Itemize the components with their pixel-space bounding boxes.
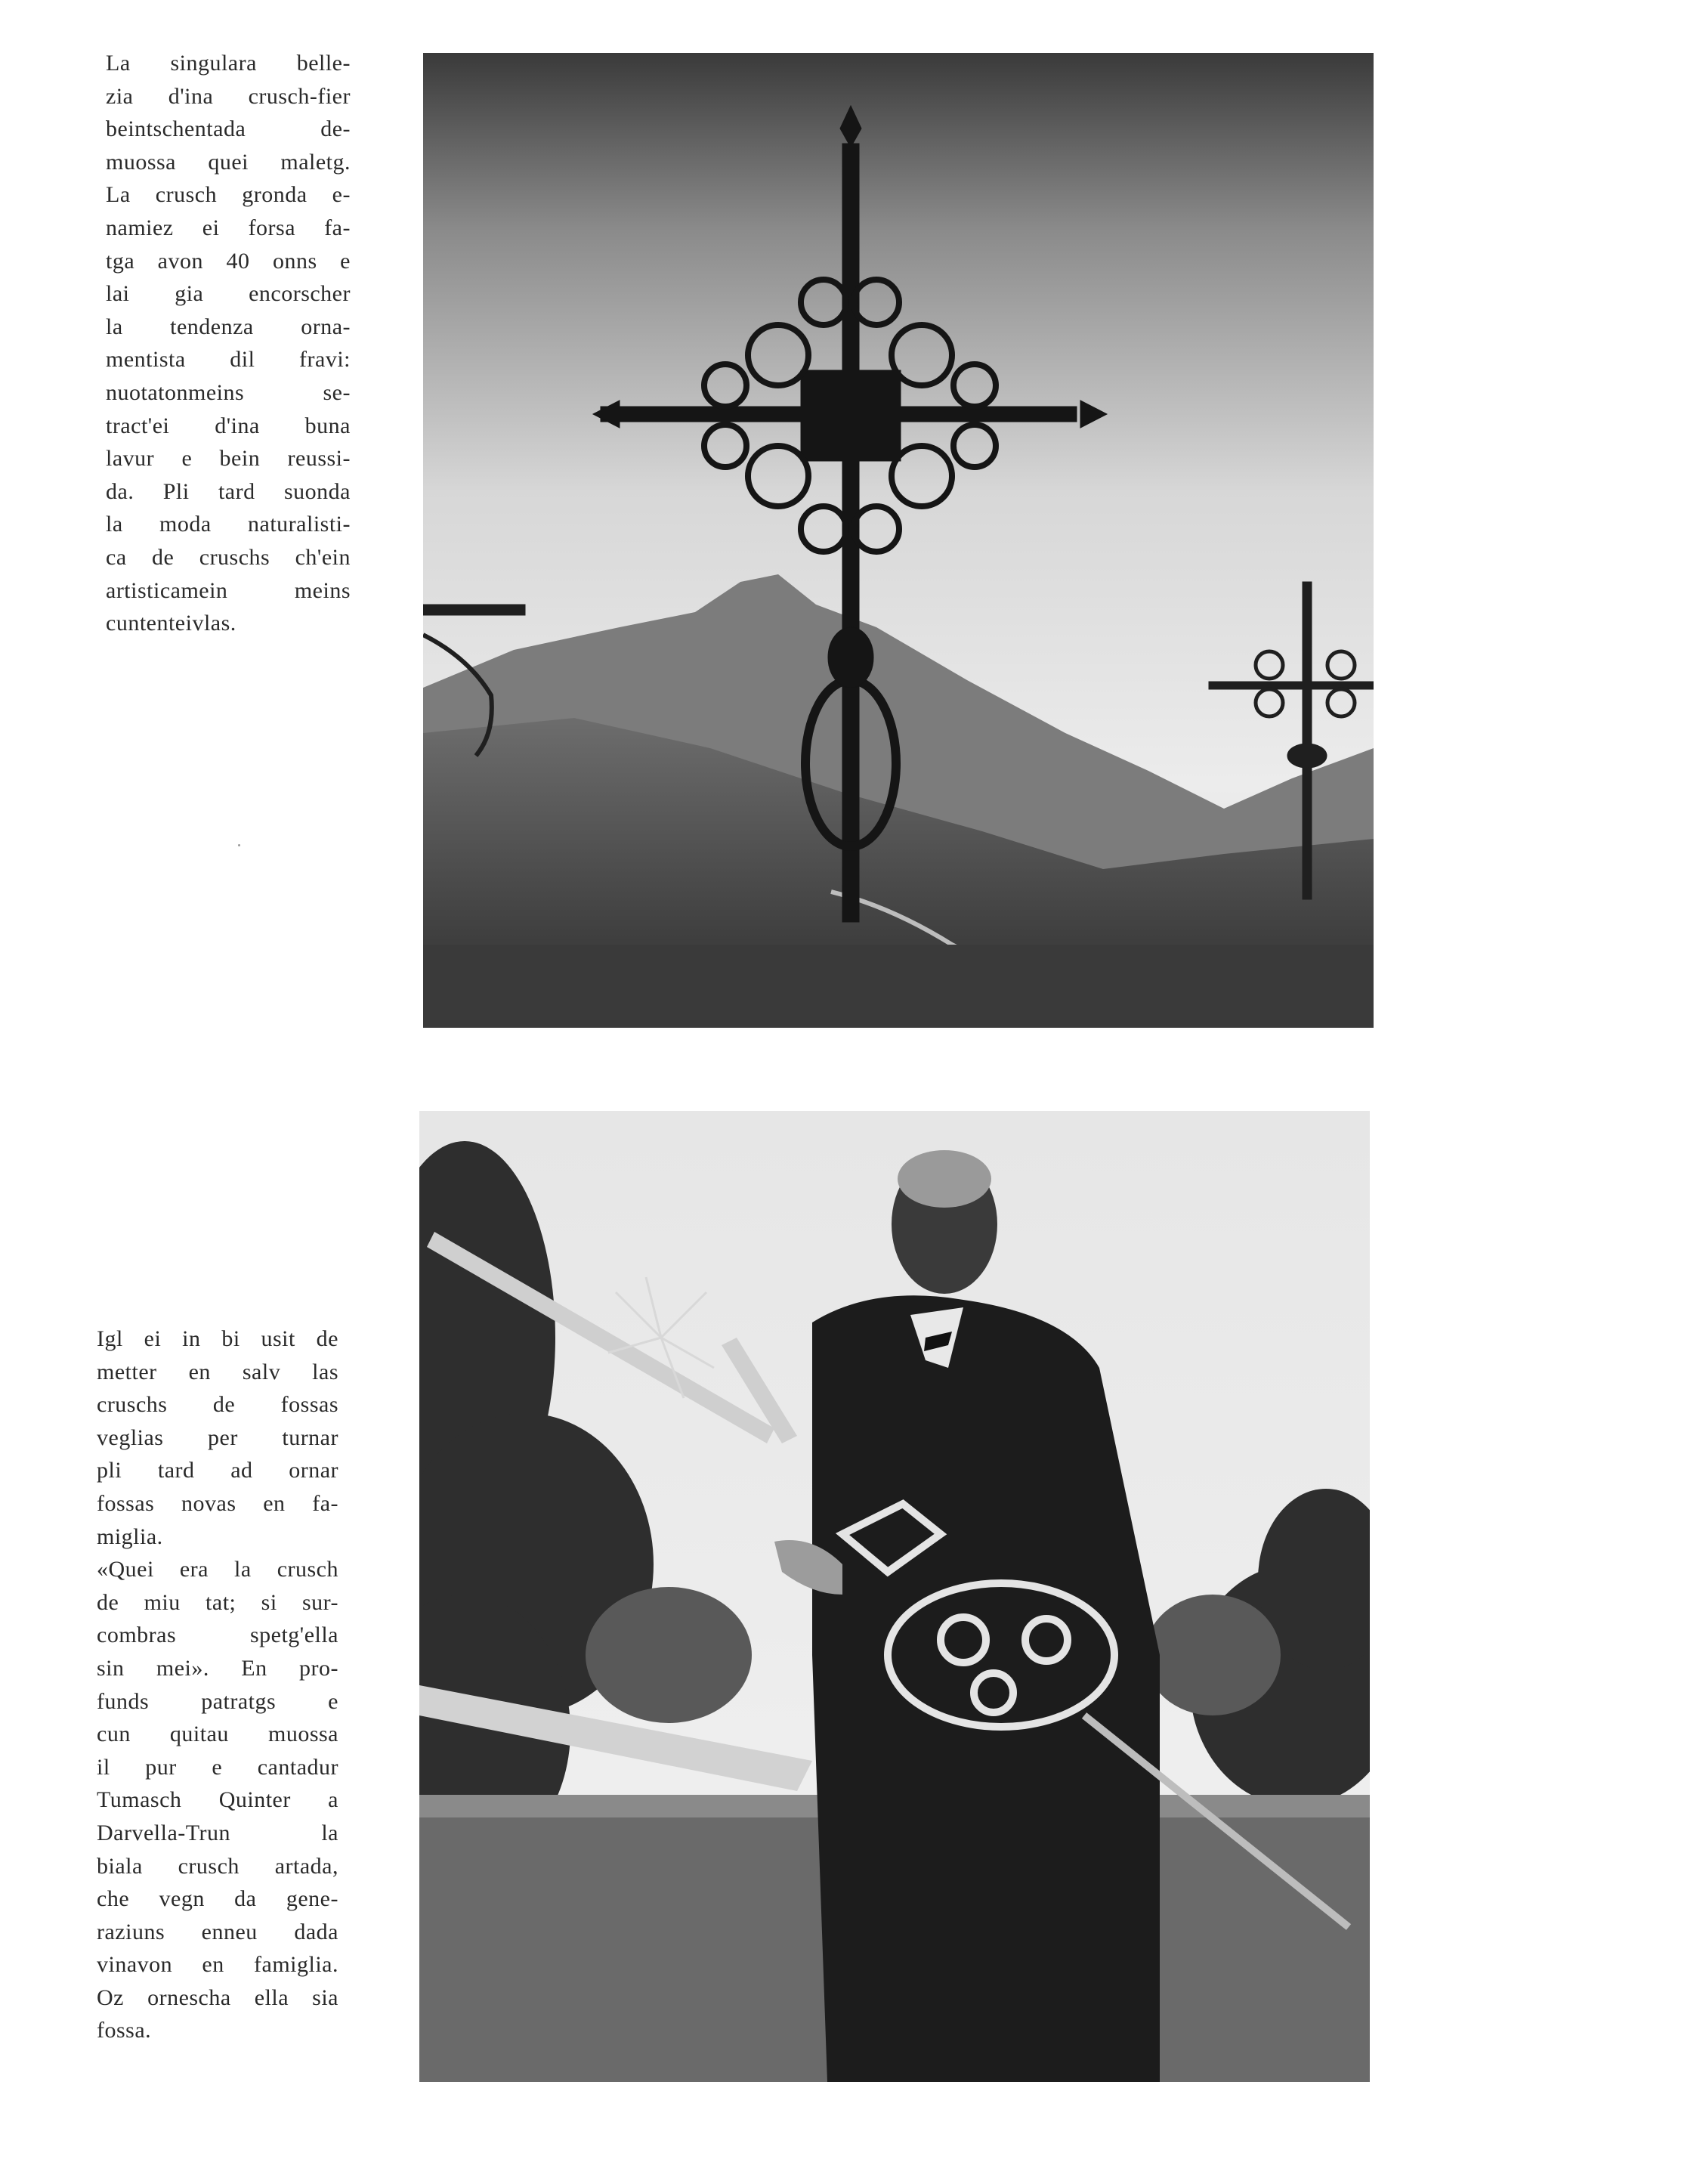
caption-line: lavur e bein reussi- xyxy=(106,446,351,472)
caption-line: mentista dil fravi: xyxy=(106,347,351,373)
caption-line: vinavon en famiglia. xyxy=(97,1952,338,1978)
caption-line: raziuns enneu dada xyxy=(97,1919,338,1944)
caption-line: veglias per turnar xyxy=(97,1425,338,1450)
caption-line: La singulara belle- xyxy=(106,51,351,76)
photo-grave-cross xyxy=(423,53,1374,1028)
caption-line: biala crusch artada, xyxy=(97,1853,338,1879)
caption-line: cun quitau muossa xyxy=(97,1722,338,1747)
caption-line: miglia. xyxy=(97,1524,163,1549)
caption-line: il pur e cantadur xyxy=(97,1754,338,1780)
caption-line: artisticamein meins xyxy=(106,577,351,603)
caption-line: cuntenteivlas. xyxy=(106,611,236,636)
caption-line: «Quei era la crusch xyxy=(97,1557,338,1582)
caption-line: la moda naturalisti- xyxy=(106,512,351,537)
caption-line: ca de cruschs ch'ein xyxy=(106,544,351,570)
caption-top xyxy=(106,47,351,640)
caption-line: Igl ei in bi usit de xyxy=(97,1326,338,1351)
caption-line: combras spetg'ella xyxy=(97,1623,338,1648)
caption-line: Oz ornescha ella sia xyxy=(97,1984,338,2010)
caption-line: tga avon 40 onns e xyxy=(106,248,351,274)
caption-line: La crusch gronda e- xyxy=(106,182,351,208)
caption-line: de miu tat; si sur- xyxy=(97,1589,338,1615)
caption-line: che vegn da gene- xyxy=(97,1886,338,1912)
caption-line: namiez ei forsa fa- xyxy=(106,215,351,240)
photo-man-with-cross xyxy=(419,1111,1370,2082)
caption-line: fossa. xyxy=(97,2018,152,2043)
caption-line: pli tard ad ornar xyxy=(97,1458,338,1483)
caption-line: zia d'ina crusch-fier xyxy=(106,83,351,109)
caption-line: metter en salv las xyxy=(97,1359,338,1384)
caption-bottom xyxy=(97,1322,338,2047)
caption-line: Darvella-Trun la xyxy=(97,1820,338,1845)
caption-line: muossa quei maletg. xyxy=(106,149,351,175)
caption-line: funds patratgs e xyxy=(97,1688,338,1714)
caption-line: da. Pli tard suonda xyxy=(106,478,351,504)
caption-line: la tendenza orna- xyxy=(106,314,351,339)
caption-line: cruschs de fossas xyxy=(97,1392,338,1418)
paper-speck xyxy=(238,844,240,846)
caption-line: sin mei». En pro- xyxy=(97,1655,338,1681)
caption-line: lai gia encorscher xyxy=(106,281,351,307)
caption-line: Tumasch Quinter a xyxy=(97,1787,338,1813)
caption-line: tract'ei d'ina buna xyxy=(106,413,351,438)
caption-line: beintschentada de- xyxy=(106,116,351,142)
caption-line: fossas novas en fa- xyxy=(97,1490,338,1516)
caption-line: nuotatonmeins se- xyxy=(106,379,351,405)
